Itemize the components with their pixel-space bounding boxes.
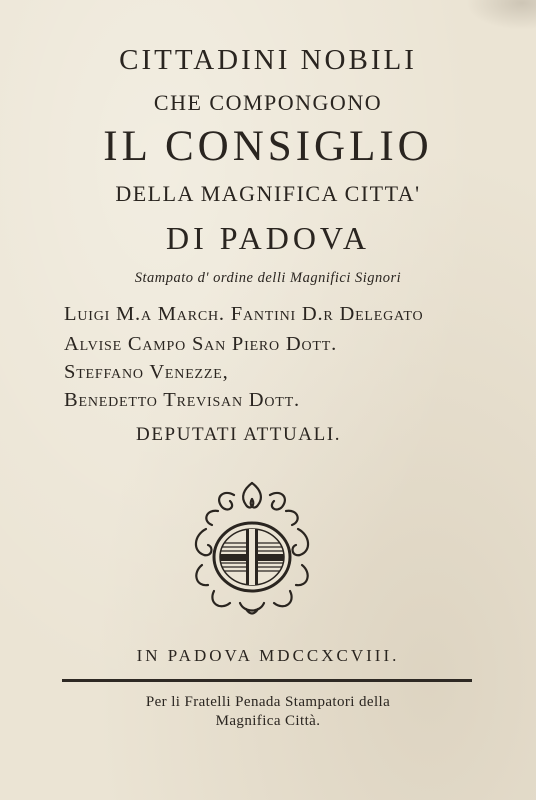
title-line-di-padova: DI PADOVA <box>165 220 371 256</box>
deputati-attuali: DEPUTATI ATTUALI. <box>136 424 342 445</box>
divider-rule <box>62 679 472 682</box>
printer-line-2: Magnifica Città. <box>215 713 321 729</box>
title-line-il-consiglio: IL CONSIGLIO <box>103 123 433 170</box>
name-line-venezze: Steffano Venezze, <box>64 361 229 383</box>
name-line-trevisan: Benedetto Trevisan Dott. <box>64 389 300 411</box>
place-and-year: IN PADOVA MDCCXCVIII. <box>136 646 400 665</box>
imprint-note: Stampato d' ordine delli Magnifici Signori <box>134 270 402 286</box>
title-line-cittadini-nobili: CITTADINI NOBILI <box>119 44 417 76</box>
paper-stain <box>466 0 536 30</box>
title-line-che-compongono: CHE COMPONGONO <box>153 90 383 115</box>
coat-of-arms-cartouche-icon <box>184 475 320 617</box>
name-line-campo-san-piero: Alvise Campo San Piero Dott. <box>64 333 338 355</box>
name-line-fantini: Luigi M.a March. Fantini D.r Delegato <box>64 303 424 325</box>
title-line-della-magnifica: DELLA MAGNIFICA CITTA' <box>115 181 421 206</box>
printer-line-1: Per li Fratelli Penada Stampatori della <box>145 694 391 710</box>
